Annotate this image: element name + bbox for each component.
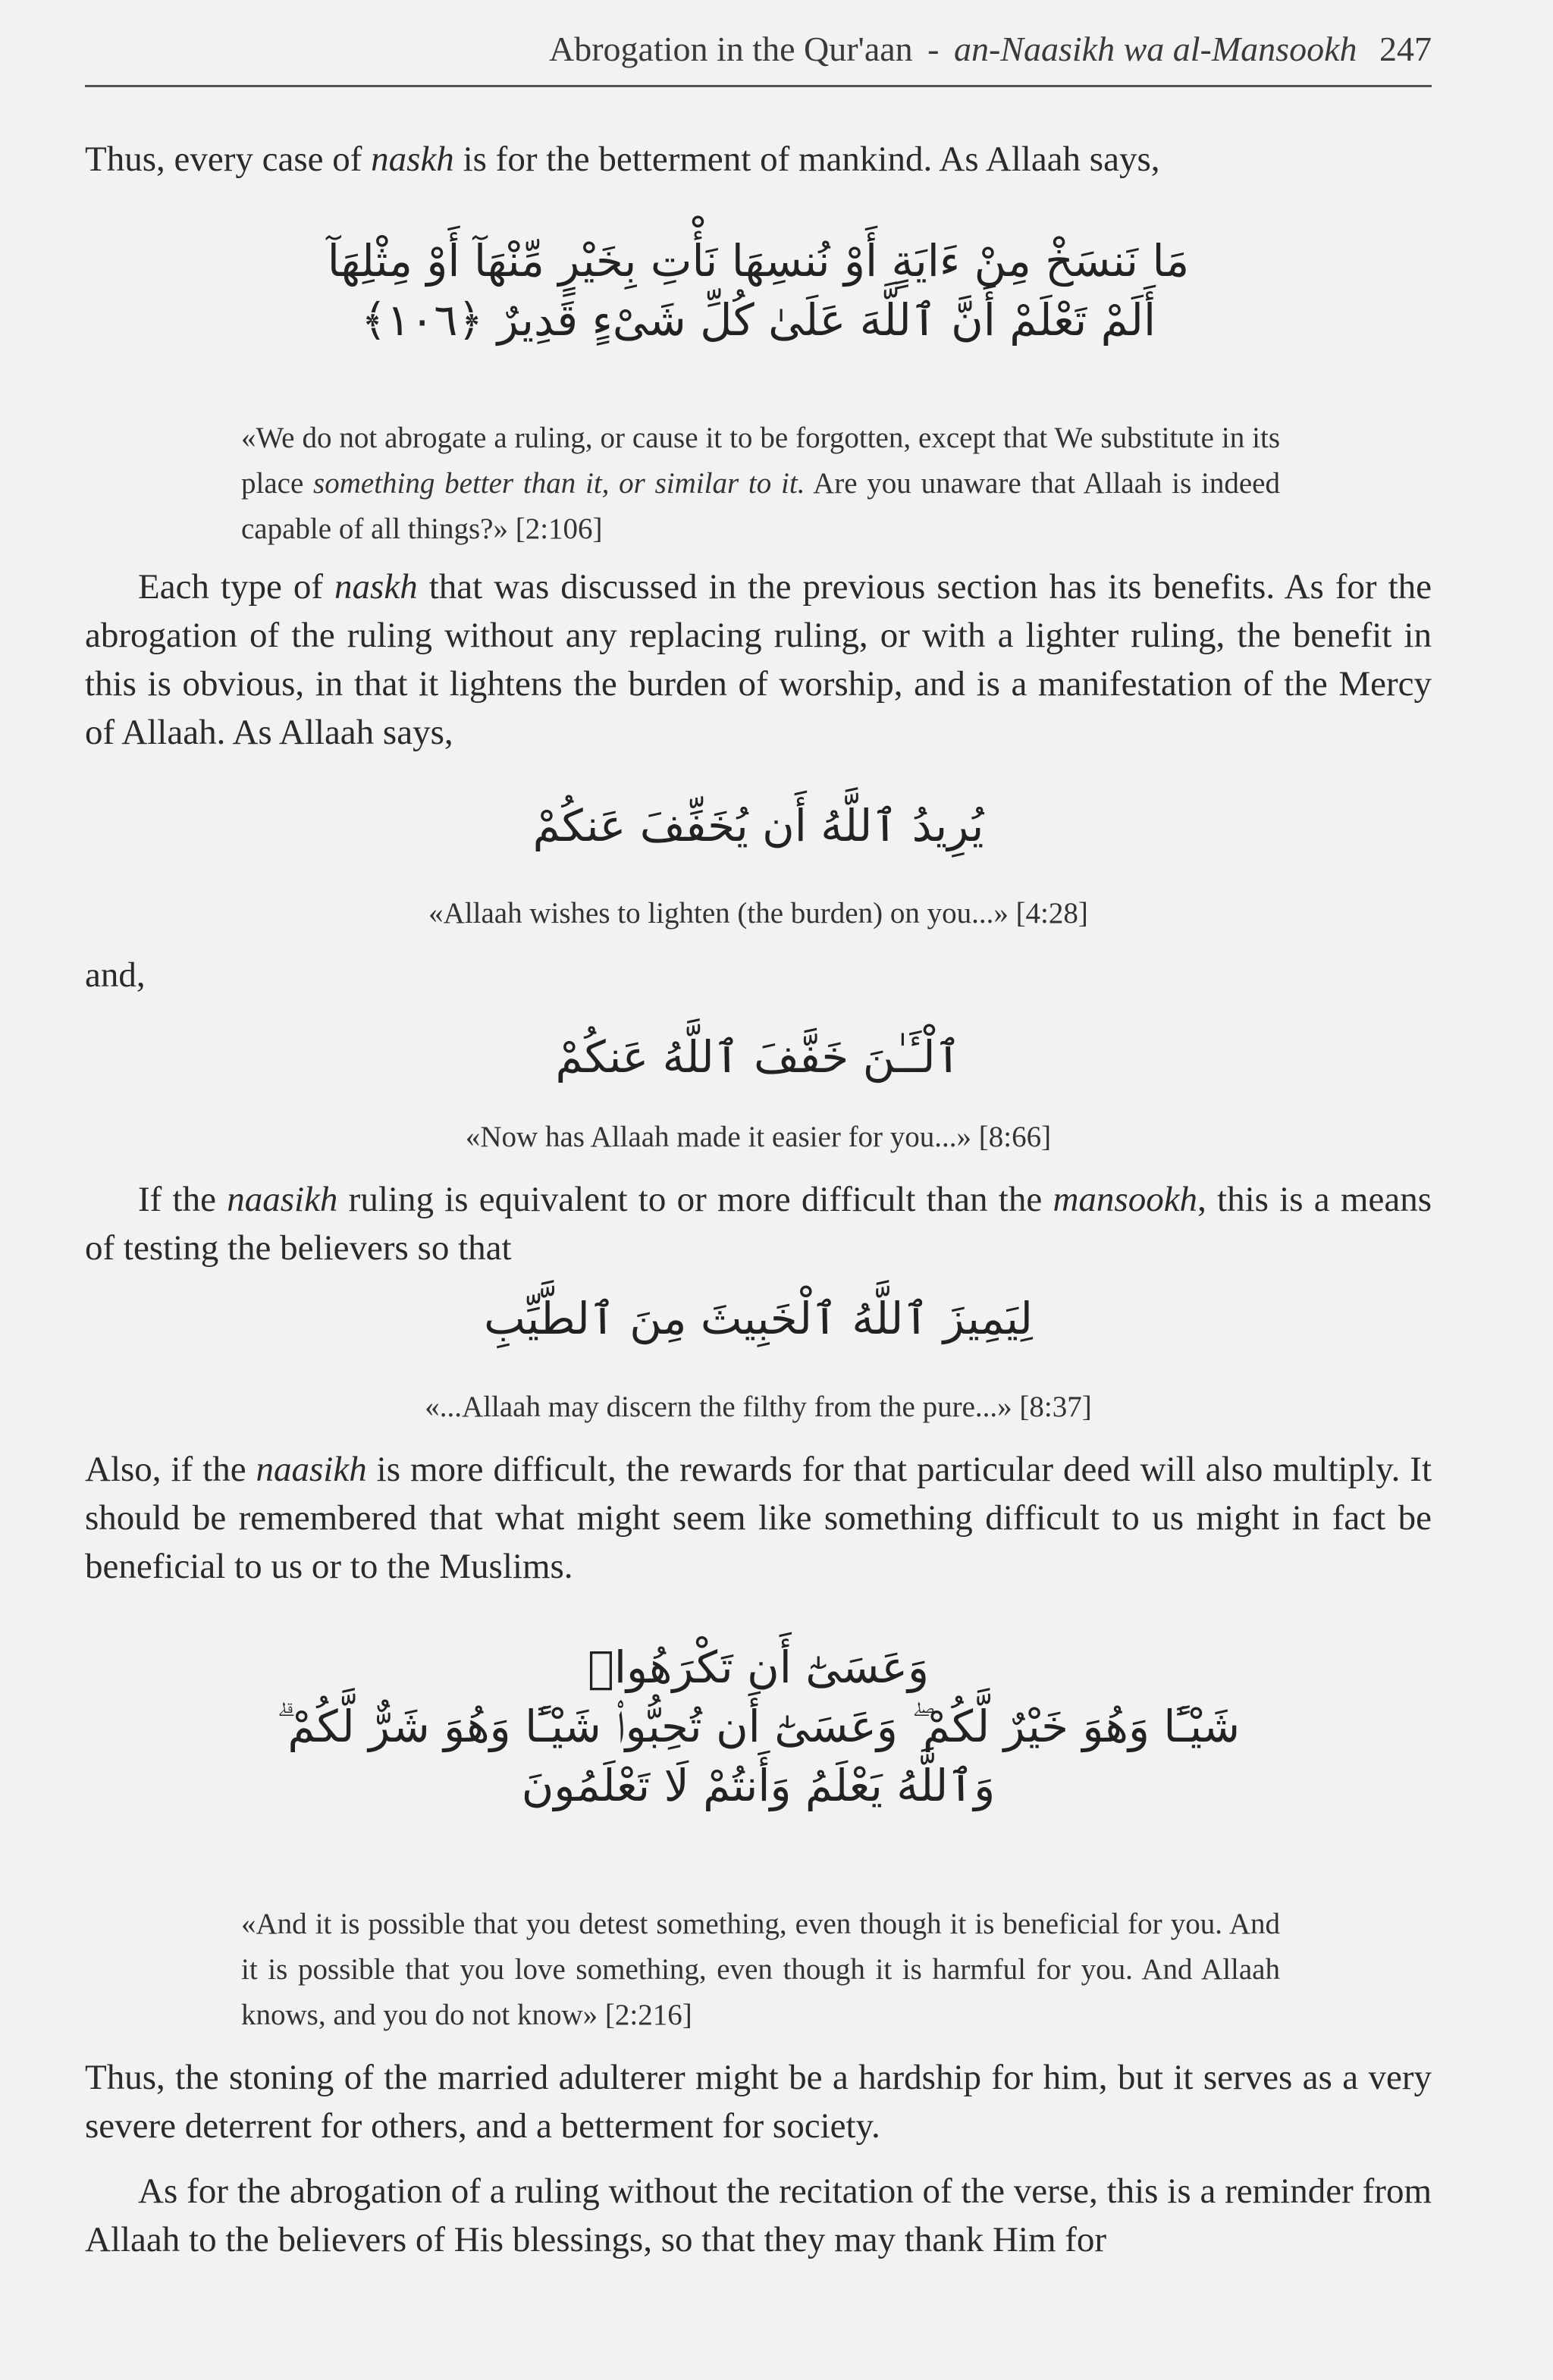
page-number: 247 [1379,30,1432,68]
paragraph-6: As for the abrogation of a ruling without the recitation of the verse, this is a reminder from Allaah to the believers of His blessings, so that they may thank Him for [85,2171,1432,2259]
header-rule [85,85,1432,87]
header-separator: - [927,30,940,68]
quran-verse-arabic-3: ٱلْـَٔـٰنَ خَفَّفَ ٱللَّهُ عَنكُمْ [555,1031,962,1083]
paragraph-4: Also, if the naasikh is more difficult, the rewards for that particular deed will also multiply. It should be remembered that what might seem like something difficult to us might in fact be beneficial to us or to the Muslims. [85,1450,1432,1586]
quran-verse-arabic-4: لِيَمِيزَ ٱللَّهُ ٱلْخَبِيثَ مِنَ ٱلطَّيِّبِ [484,1293,1033,1344]
and-text: and, [85,955,146,995]
verse-translation-2: «Allaah wishes to lighten (the burden) on you...» [4:28] [428,897,1088,930]
running-header [85,29,1432,69]
term-naskh: naskh [334,567,418,607]
verse-translation-3: «Now has Allaah made it easier for you...» [8:66] [465,1121,1052,1153]
paragraph-2: Each type of naskh that was discussed in the previous section has its benefits. As for the abrogation of the ruling without any replacing ruling, or with a lighter ruling, the benefit in this is obvious, in that it lightens the burden of worship, and is a manifestation of the Mercy of Allaah. As Allaah says, [85,567,1432,752]
verse-translation-1: «We do not abrogate a ruling, or cause it to be forgotten, except that We substitute in its place something better than it, or similar to it. Are you unaware that Allaah is indeed capable of all things?» [2:106] [241,422,1280,545]
header-title: Abrogation in the Qur'aan [549,30,913,68]
quran-verse-arabic-1: مَا نَنسَخْ مِنْ ءَايَةٍ أَوْ نُنسِهَا نَأْتِ بِخَيْرٍ مِّنْهَآ أَوْ مِثْلِهَآ أَلَمْ تَعْلَمْ أَنَّ ٱللَّهَ عَلَىٰ كُلِّ شَىْءٍ قَدِيرٌ ﴿١٠٦﴾ [327,235,1190,346]
quran-verse-arabic-2: يُرِيدُ ٱللَّهُ أَن يُخَفِّفَ عَنكُمْ [532,800,984,851]
paragraph-3: If the naasikh ruling is equivalent to or more difficult than the mansookh, this is a means of testing the believers so that [85,1180,1432,1268]
header-subtitle: an-Naasikh wa al-Mansookh [953,30,1357,68]
verse-translation-5: «And it is possible that you detest something, even though it is beneficial for you. And it is possible that you love something, even though it is harmful for you. And Allaah knows, and you do not know» [2:216] [241,1908,1280,2031]
paragraph-1: Thus, every case of naskh is for the betterment of mankind. As Allaah says, [85,140,1160,179]
paragraph-5: Thus, the stoning of the married adulterer might be a hardship for him, but it serves as a very severe deterrent for others, and a betterment for society. [85,2058,1432,2146]
verse-translation-4: «...Allaah may discern the filthy from the pure...» [8:37] [425,1391,1092,1423]
quran-verse-arabic-5: وَعَسَىٰٓ أَن تَكْرَهُوا۟ شَيْـًٔا وَهُوَ خَيْرٌ لَّكُمْ ۖ وَعَسَىٰٓ أَن تُحِبُّوا۟ شَيْـًٔا وَهُوَ شَرٌّ لَّكُمْ ۗ وَٱللَّهُ يَعْلَمُ وَأَنتُمْ لَا تَعْلَمُونَ [276,1642,1241,1811]
term-naskh: naskh [371,140,454,179]
